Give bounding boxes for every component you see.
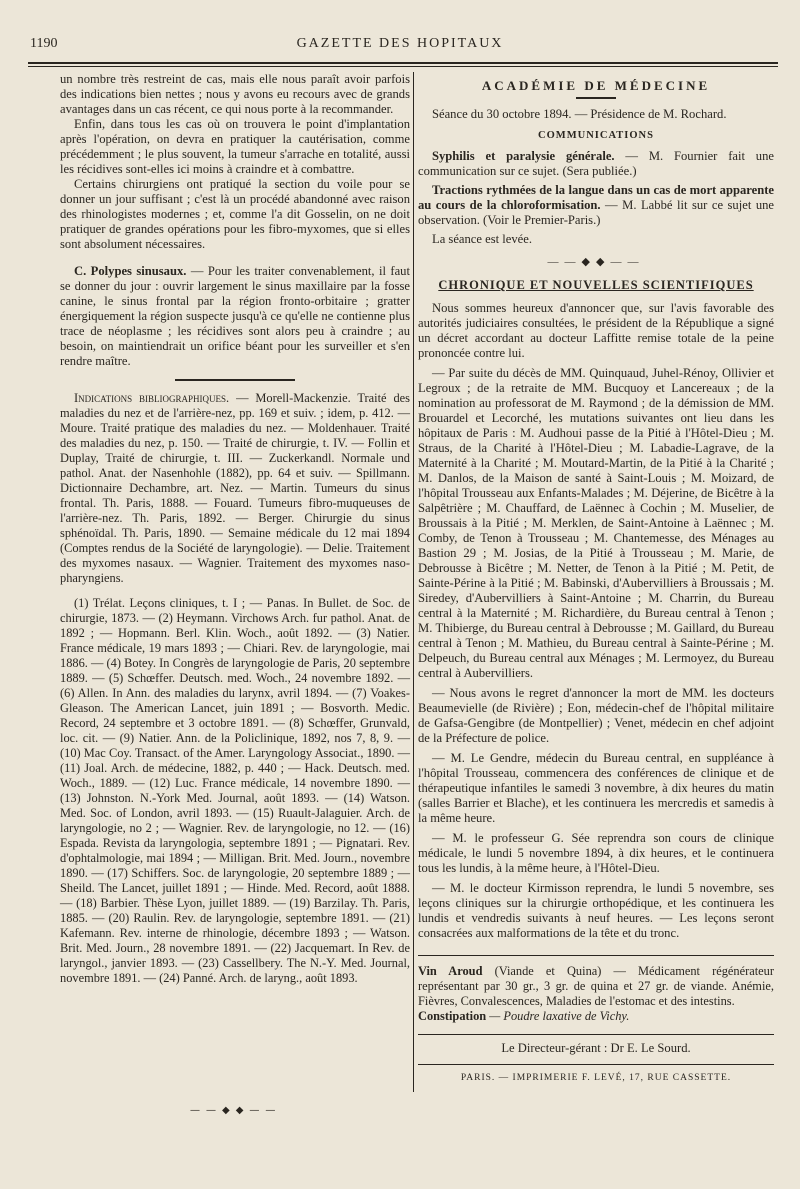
page-header: [22, 28, 778, 58]
communications-heading: COMMUNICATIONS: [538, 130, 654, 141]
paragraph-section-voile: Certains chirurgiens ont pratiqué la section du voile pour se donner un jour suffisant ; c'est là un procédé abandonné avec raison des rhinologistes modernes ; et, comme l'a dit Gosselin, on ne doit pratiquer de grandes opérations pour les fibro-myxomes, que si elles sont absolument nécessaires.: [60, 177, 410, 251]
ad-constipation: [418, 1009, 774, 1024]
ad-constipation-text: — Poudre laxative de Vichy.: [486, 1009, 630, 1023]
academie-title: ACADÉMIE DE MÉDECINE: [481, 78, 711, 93]
page-number: 1190: [30, 36, 58, 51]
title-rule: [576, 97, 616, 99]
paragraph-polypes-sinusaux: [60, 264, 410, 369]
syphilis-text: — M. Fournier fait une communication sur ce sujet. (Sera publiée.): [418, 149, 774, 178]
header-rule: [28, 62, 778, 64]
ad-vin-aroud-text: (Viande et Quina) — Médicament régénérateur représentant par 30 gr., 3 gr. de quina et 27 gr. de viande. Anémie, Fièvres, Convalescences, Maladies de l'estomac et des intestins.: [418, 964, 775, 1008]
footnotes: (1) Trélat. Leçons cliniques, t. I ; — Panas. In Bullet. de Soc. de chirurgie, 1873. — (2) Heymann. Virchows Arch. fur pathol. Anat. de 1892 ; — Hopmann. Berl. Klin. Woch., août 1892. — (3) Natier. France médicale, 19 mars 1893 ; — Chiari. Rev. de laryngologie, mai 1886. — (4) Botey. In Congrès de laryngologie de Paris, 20 septembre 1889. — (5) Schœffer. Deutsch. med. Woch., 24 novembre 1892. — (6) Allen. In Ann. des maladies du larynx, avril 1894. — (7) Voakes-Gleason. The American Lancet, juin 1891 ; — Bosvorth. Medic. Record, 24 septembre et 3 octobre 1891. — (8) Schœffer, Grunvald, loc. cit. — (9) Natier. Ann. de la Policlinique, 1892, nos 7, 8, 9. — (10) Mac Coy. Transact. of the Amer. Laryngology Associat., 1890. — (11) Joal. Arch. de médecine, 1882, p. 440 ; — Hack. Deutsch. med. Woch., 1889. — (12) Luc. France médicale, 14 novembre 1890. — (13) Johnston. N.-York Med. Journal, août 1893. — (14) Watson. Med. Soc. of London, avril 1893. — (15) Ruault-Jalaguier. Arch. de laryngologie, no 2 ; — Wagnier. Rev. de laryngologie, no 12. — (16) Espada. Revista da laryngologia, septembre 1891 ; — Pignatari. Rev. d'ophtalmologie, mai 1894 ; — Milligan. Brit. Med. Journ., novembre 1890. — (17) Schiffers. Soc. de laryngologie, 20 septembre 1889 ; — Sheild. The Lancet, juillet 1891 ; — Hinde. Med. Record, août 1888. — (18) Barbier. Thèse Lyon, juillet 1889. — (19) Barzilay. Th. Paris, 1885. — (20) Raulin. Rev. de laryngologie, septembre 1891. — (21) Kafemann. Rev. interne de rhinologie, décembre 1893 ; — Watson. Brit. Med. Journ., 28 novembre 1891. — (22) Jacquemart. In Rev. de laryngol., janvier 1893. — (23) Cassellbery. The N.-Y. Med. Journal, novembre 1891. — (24) Panné. Arch. de laryng., août 1893.: [60, 596, 410, 985]
tractions-text: — M. Labbé lit sur ce sujet une observation. (Voir le Premier-Paris.): [418, 198, 775, 227]
imprimerie-line: PARIS. — IMPRIMERIE F. LEVÉ, 17, RUE CASSETTE.: [418, 1064, 774, 1086]
bibliography-heading: Indications bibliographiques.: [74, 391, 230, 405]
communication-syphilis: [418, 149, 774, 179]
polypes-text: — Pour les traiter convenablement, il faut se donner du jour : ouvrir largement le sinus maxillaire par la fosse canine, le sinus frontal par la région fronto-orbitaire ; gratter énergiquement la région suspecte jusqu'à ce qu'elle ne contienne plus trace de néoplasme ; les récidives sont alors peu à craindre ; au besoin, on maintiendrait un orifice béant pour les surveiller et s'en rendre maître.: [60, 264, 410, 368]
ad-vin-aroud: [418, 964, 774, 1009]
syphilis-heading: Syphilis et paralysie générale.: [432, 149, 615, 163]
ornament-divider: ——◆◆——: [547, 256, 645, 268]
tractions-heading: Tractions rythmées de la langue dans un cas de mort apparente au cours de la chloroformisation.: [418, 183, 774, 212]
advertisements: [418, 955, 774, 1024]
chronique-kirmisson: — M. le docteur Kirmisson reprendra, le lundi 5 novembre, ses leçons cliniques sur la chirurgie orthopédique, et les continuera les lundis et vendredis suivants à neuf heures. — Les leçons seront consacrées aux malformations de la tête et du tronc.: [418, 881, 774, 940]
seance-levee: La séance est levée.: [432, 232, 532, 246]
chronique-le-gendre: — M. Le Gendre, médecin du Bureau central, en suppléance à l'hôpital Trousseau, commencera des conférences de clinique et de thérapeutique infantiles le samedi 3 novembre, à dix heures du matin (salles Barrier et Blache), et les continuera les mercredis et samedis à la même heure.: [418, 751, 774, 825]
header-rule-thin: [28, 66, 778, 67]
journal-title: GAZETTE DES HOPITAUX: [296, 36, 504, 51]
polypes-heading: C. Polypes sinusaux.: [74, 264, 187, 278]
right-column: [418, 72, 774, 1086]
chronique-mutations: — Par suite du décès de MM. Quinquaud, Juhel-Rénoy, Ollivier et Legroux ; de la retraite de MM. Bucquoy et Lancereaux ; de la nomination au professorat de M. Raymond ; de la démission de MM. Brouardel et Lecorché, les mutations suivantes ont lieu dans les hôpitaux de Paris : M. Audhoui passe de la Pitié à l'Hôtel-Dieu ; M. Straus, de la Charité à l'Hôtel-Dieu ; M. Labadie-Lagrave, de la Maternité à la Charité ; M. Moutard-Martin, de la Pitié à la Charité ; M. Danlos, de la Maison de santé à Saint-Louis ; M. Moizard, de l'hôpital Trousseau aux Enfants-Malades ; M. Déjerine, de Bicêtre à la Salpêtrière ; M. Chauffard, de Laënnec à Cochin ; M. Muselier, de Broussais à la Pitié ; M. Merklen, de Saint-Antoine à Laënnec ; M. Comby, de Tenon à Trousseau ; M. Chantemesse, des Ménages au Bastion 29 ; M. Josias, de la Pitié à Trousseau ; M. Marie, de Debrousse à Bicêtre ; M. Netter, de Tenon à la Pitié ; M. Petit, de Sainte-Périne à la Pitié ; M. Babinski, d'Aubervilliers à Broussais ; M. Siredey, d'Aubervilliers à Saint-Antoine ; M. Charrin, du Bureau central à la Maternité ; M. Richardière, du Bureau central à Tenon ; M. Thibierge, du Bureau central à Debrousse ; M. Gaillard, du Bureau central à Tenon ; M. Mathieu, du Bureau central à Sainte-Périne ; M. Delpeuch, du Bureau central aux Ménages ; M. Lermoyez, du Bureau central à Aubervilliers.: [418, 366, 774, 680]
paragraph-cauterisation: Enfin, dans tous les cas où on trouvera le point d'implantation après l'opération, on devra en pratiquer la cautérisation, comme précédemment ; le plus souvent, la tumeur s'arrache en totalité, aussi les récidives sont-elles ici moins à craindre et à combattre.: [60, 117, 410, 176]
bibliography: [60, 391, 410, 586]
ad-constipation-heading: Constipation: [418, 1009, 487, 1023]
ad-vin-aroud-heading: Vin Aroud: [418, 964, 483, 978]
left-column: [60, 72, 410, 986]
section-divider: [175, 379, 295, 381]
bibliography-text: — Morell-Mackenzie. Traité des maladies du nez et de l'arrière-nez, pp. 169 et suiv. ; idem, p. 412. — Moure. Traité pratique des maladies du nez. — Moldenhauer. Traité des maladies du nez, p. 150. — Traité de chirurgie, t. IV. — Follin et Duplay, Traité de chirurgie, t. III. — Zuckerkandl. Normale und pathol. Anat. der Nasenhohle (1882), pp. 64 et suiv. — Spillmann. Dictionnaire Dechambre, art. Nez. — Martin. Tumeurs du sinus frontal. Th. Paris, 1888. — Fouard. Tumeurs fibro-muqueuses de l'arrière-nez. Th. Paris, 1892. — Berger. Chirurgie du sinus sphénoïdal. Th. Paris, 1890. — Semaine médicale du 12 mai 1894 (Comptes rendus de la Société de laryngologie). — Delie. Traitement des myxomes nasaux. — Wagnier. Traitement des myxomes naso-pharyngiens.: [60, 391, 410, 585]
chronique-deces: — Nous avons le regret d'annoncer la mort de MM. les docteurs Beaumevielle (de Rivière) ; Eon, médecin-chef de l'hôpital militaire de Gafsa-Gengibre (de Montpellier) ; Venet, médecin en chef adjoint de la Préfecture de police.: [418, 686, 774, 745]
chronique-see: — M. le professeur G. Sée reprendra son cours de clinique médicale, le lundi 5 novembre 1894, à dix heures, et le continuera tous les lundis, à la même heure, à l'Hôtel-Dieu.: [418, 831, 774, 875]
paragraph-continuation: un nombre très restreint de cas, mais elle nous paraît avoir parfois des indications bien nettes ; nous y avons eu recours avec de grands avantages dans un cas récent, ce qui nous porte à la recommander.: [60, 72, 410, 116]
communication-tractions: [418, 183, 774, 228]
seance-line: Séance du 30 octobre 1894. — Présidence de M. Rochard.: [432, 107, 727, 121]
chronique-title: CHRONIQUE ET NOUVELLES SCIENTIFIQUES: [438, 278, 754, 292]
column-divider: [413, 72, 414, 1092]
end-ornament: ——◆◆——: [190, 1105, 282, 1116]
directeur-gerant: Le Directeur-gérant : Dr E. Le Sourd.: [418, 1034, 774, 1056]
chronique-laffitte: Nous sommes heureux d'annoncer que, sur l'avis favorable des autorités judiciaires consultées, le président de la République a signé un décret accordant au docteur Laffitte remise totale de la peine prononcée contre lui.: [418, 301, 774, 360]
